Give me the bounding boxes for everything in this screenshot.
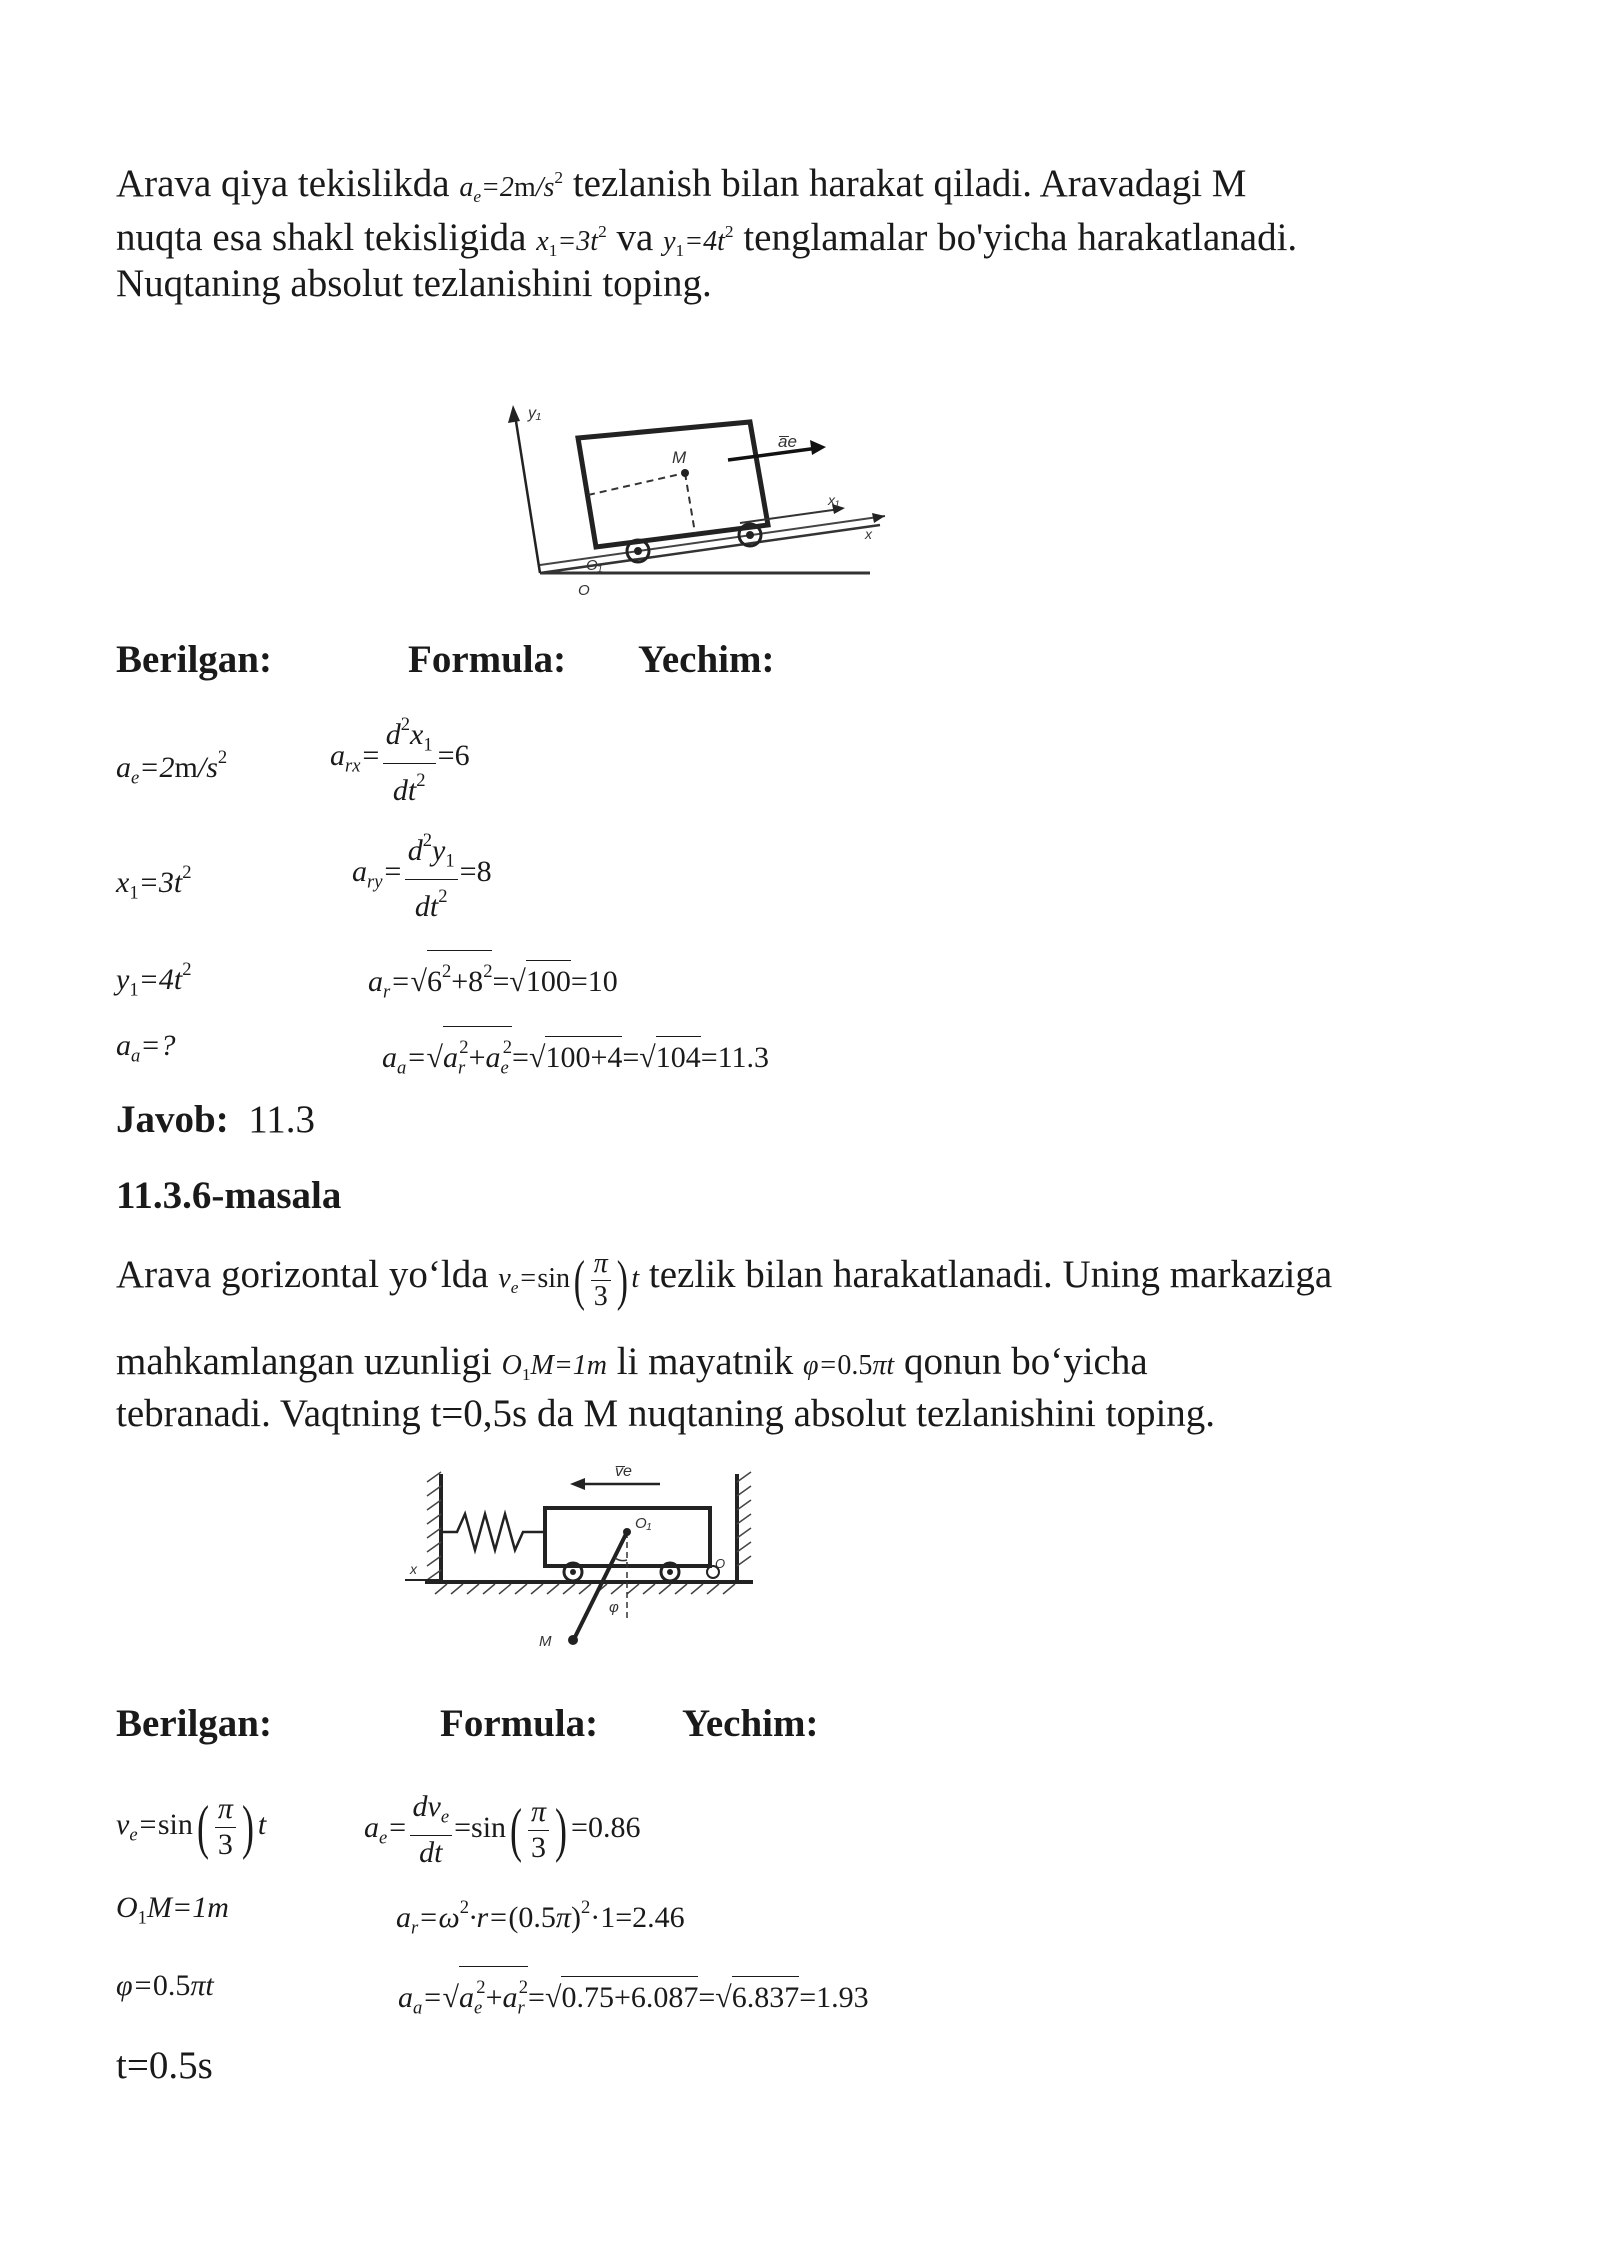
formula-header-2: Formula: — [440, 1702, 599, 1745]
formula-aa: $a_a=√a_r^2+a_e^2=√100+4=√104=11.3$ — [382, 1026, 769, 1088]
problem1-line2: nuqta esa shakl tekisligida $x_1=3t^2$ va $y_1=4t^2$ tenglamalar bo'yicha harakatlanadi. — [116, 216, 1298, 261]
given-time: t=0.5s — [116, 2044, 213, 2087]
solution-header-2: Yechim: — [682, 1702, 819, 1745]
svg-text:v̅e: v̅e — [615, 1463, 632, 1480]
point-m — [681, 469, 689, 477]
given-ve: $v_e=\sin$( $\frac{\pi}{3}$ ) t — [116, 1792, 267, 1861]
formula-ar: $a_r=√6^2+8^2=√100=10$ — [368, 950, 618, 1012]
given-phi: φ=0.5πt — [116, 1969, 214, 2002]
problem1-line3: Nuqtaning absolut tezlanishini toping. — [116, 262, 712, 305]
point-m-2 — [568, 1635, 578, 1645]
svg-text:O: O — [578, 582, 590, 599]
problem2-line3: tebranadi. Vaqtning t=0,5s da M nuqtaning absolut tezlanishini toping. — [116, 1392, 1216, 1435]
svg-text:O: O — [715, 1556, 726, 1571]
pivot-o1 — [623, 1528, 631, 1536]
svg-text:x₁: x₁ — [828, 492, 840, 508]
o1m-eq-inline: $O_1M=1m$ — [501, 1350, 607, 1385]
phi-eq-inline: φ=0.5πt — [803, 1350, 895, 1381]
svg-text:y₁: y₁ — [528, 405, 542, 422]
given-header-1: Berilgan: — [116, 638, 272, 681]
given-x1: $x_1=3t^2$ — [116, 862, 192, 904]
spring — [441, 1514, 545, 1550]
y-axis-line — [515, 415, 540, 573]
figure-incline-cart — [500, 395, 900, 605]
figure-cart-pendulum — [395, 1462, 795, 1662]
svg-text:φ: φ — [609, 1599, 619, 1616]
solution-header-1: Yechim: — [638, 638, 775, 681]
given-aa-unknown: $a_a=$? — [116, 1029, 176, 1067]
problem1-line1: Arava qiya tekislikda $a_e=2m/s^2$ tezlanish bilan harakat qiladi. Aravadagi M — [116, 162, 1247, 207]
given-ae: $a_e=2m/s^2$ — [116, 747, 228, 789]
answer-line: Javob: 11.3 — [116, 1098, 315, 1141]
formula-ary: $a_{ry}=$ $\frac{d^2y_1}{dt^2}$ =8 — [352, 824, 492, 924]
given-y1: $y_1=4t^2$ — [116, 959, 192, 1001]
svg-text:M: M — [539, 1633, 552, 1650]
formula-ae: $a_e=$ $\frac{dv_e}{dt}$ =sin( $\frac{\pi}{3}$ ) =0.86 — [364, 1790, 641, 1869]
y1-eq-inline: $y_1=4t^2$ — [663, 222, 734, 261]
svg-text:x: x — [410, 1561, 417, 1577]
problem2-title: 11.3.6-masala — [116, 1174, 342, 1217]
formula-header-1: Formula: — [408, 638, 567, 681]
given-header-2: Berilgan: — [116, 1702, 272, 1745]
pendulum-rod — [575, 1532, 627, 1637]
svg-text:M: M — [672, 448, 687, 467]
svg-text:O₁: O₁ — [635, 1515, 652, 1532]
x-axis-arrow — [872, 513, 885, 523]
x1-eq-inline: $x_1=3t^2$ — [536, 222, 607, 261]
ae-value-inline: $a_e=2m/s^2$ — [459, 168, 564, 207]
formula-aa-2: $a_a=√a_e^2+a_r^2=√0.75+6.087=√6.837=1.93$ — [398, 1966, 869, 2028]
given-o1m: $O_1M=1m$ — [116, 1891, 229, 1929]
problem2-line1: Arava gorizontal yo‘lda $v_e=\sin$( $\frac{\pi}{3}$ ) t tezlik bilan harakatlanadi. Uning markaziga — [116, 1248, 1333, 1313]
svg-text:x: x — [865, 526, 872, 542]
formula-arx: $a_{rx}=$ $\frac{d^2x_1}{dt^2}$ =6 — [330, 708, 470, 808]
ve-eq-inline: $v_e=\sin$( $\frac{\pi}{3}$ ) t — [498, 1248, 640, 1313]
problem2-line2: mahkamlangan uzunligi $O_1M=1m$ li mayatnik φ=0.5πt qonun bo‘yicha — [116, 1340, 1148, 1385]
formula-ar-2: $a_r=\omega^2\cdot r=(0.5\pi)^2\cdot 1=2.46$ — [396, 1897, 685, 1939]
y-axis-arrow — [508, 405, 520, 423]
svg-text:O₁: O₁ — [586, 557, 603, 574]
svg-text:a̅e: a̅e — [778, 432, 797, 451]
ae-arrow — [728, 448, 818, 460]
